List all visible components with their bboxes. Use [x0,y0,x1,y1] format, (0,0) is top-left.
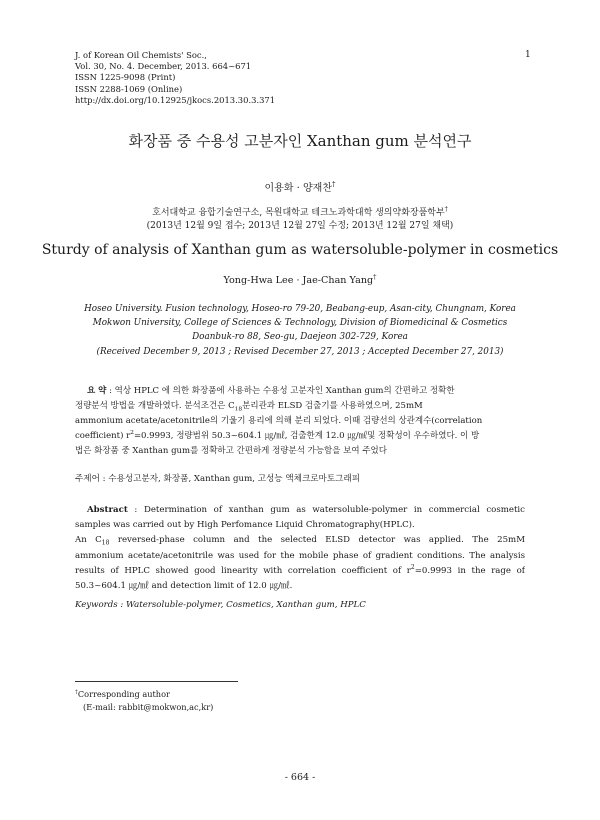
korean-keywords: 주제어 : 수용성고분자, 화장품, Xanthan gum, 고성능 액체크로마토그래피 [75,474,361,484]
english-abstract-text5b: =0.9993 in the rage of [414,565,525,576]
korean-abstract-line3: ammonium acetate/acetonitrile의 기울기 용리에 의해 분리 되었다. 이때 검량선의 상관계수(correlation [75,416,483,426]
journal-info [75,50,275,106]
english-abstract-text3a: An C [75,535,102,546]
korean-dates: (2013년 12월 9일 접수; 2013년 12월 27일 수정; 2013년 12월 27일 채택) [146,221,454,231]
english-abstract-text5a: results of HPLC showed good linearity with correlation coefficient of r [75,565,411,576]
english-title: Sturdy of analysis of Xanthan gum as watersoluble-polymer in cosmetics [41,242,559,258]
english-abstract [75,503,525,594]
journal-name: J. of Korean Oil Chemists' Soc., [75,50,207,60]
korean-affiliation-text: 호서대학교 융합기술연구소, 목원대학교 테크노과학대학 생의약화장품학부 [152,208,445,218]
footnote [75,688,213,713]
doi-link[interactable]: http://dx.doi.org/10.12925/jkocs.2013.30.3.371 [75,94,276,105]
korean-abstract-text2a: 정량분석 방법을 개발하였다. 분석조건은 C [75,401,235,411]
korean-abstract-line1 [75,384,525,399]
english-authors [0,272,600,286]
korean-abstract-text2b: 분리관과 ELSD 검출기를 사용하였으며, 25mM [242,401,423,411]
english-abstract-sub: 18 [101,540,110,548]
korean-affiliation-block [0,207,600,233]
korean-abstract-sub: 18 [234,405,243,413]
korean-abstract [75,384,525,459]
korean-author-mark: † [332,180,336,189]
english-abstract-line3 [75,533,525,548]
footnote-divider [75,681,238,682]
english-abstract-text3b: reversed-phase column and the selected ELSD detector was applied. The 25mM [109,535,525,546]
korean-affiliation-mark: † [444,206,448,213]
english-abstract-sup: 2 [410,563,415,571]
korean-abstract-label: 요 약 [87,386,107,396]
english-author-mark: † [373,272,377,281]
english-abstract-label: Abstract [87,505,128,515]
footnote-text1: Corresponding author [77,689,170,699]
korean-author-names: 이용화 · 양재찬 [264,183,332,194]
english-abstract-line5 [75,564,525,579]
korean-abstract-text1: : 역상 HPLC 에 의한 화장품에 사용하는 수용성 고분자인 Xanthan gum의 간편하고 정확한 [106,386,455,396]
korean-abstract-sup: 2 [130,429,134,437]
english-affil-line3: Doanbuk-ro 88, Seo-gu, Daejeon 302-729, Korea [192,332,408,343]
english-abstract-line1 [75,503,525,518]
korean-abstract-line5: 법은 화장품 중 Xanthan gum를 정확하고 간편하게 정량분석 가능함을 보여 주었다 [75,446,387,456]
english-abstract-line2: samples was carried out by High Perfomance Liquid Chromatography(HPLC). [75,520,415,531]
english-abstract-line6: 50.3~604.1 ㎍/㎖ and detection limit of 12.0 ㎍/㎖. [75,581,293,592]
english-abstract-text1: : Determination of xanthan gum as watersoluble-polymer in commercial cosmetic [127,505,525,515]
issn-print: ISSN 1225-9098 (Print) [75,72,176,83]
footnote-line2: (E-mail: rabbit@mokwon,ac,kr) [83,701,214,712]
english-keywords: Keywords : Watersoluble-polymer, Cosmetics, Xanthan gum, HPLC [75,600,366,610]
korean-title: 화장품 중 수용성 고분자인 Xanthan gum 분석연구 [128,132,472,150]
korean-affiliation [0,207,600,220]
english-author-names: Yong-Hwa Lee · Jae-Chan Yang [223,275,374,286]
english-affil-line2: Mokwon University, College of Sciences & Technology, Division of Biomedicinal & Cosmetics [92,318,508,329]
journal-volume: Vol. 30, No. 4. December, 2013. 664~671 [75,61,252,72]
english-dates: (Received December 9, 2013 ; Revised December 27, 2013 ; Accepted December 27, 2013) [96,346,504,357]
footnote-line1 [75,688,213,701]
issn-online: ISSN 2288-1069 (Online) [75,83,183,94]
top-page-mark: 1 [525,50,531,60]
korean-abstract-line2 [75,399,525,414]
page-number: - 664 - [284,772,316,783]
footnote-mark: † [75,689,78,696]
korean-abstract-text4b: =0.9993, 정량범위 50.3~604.1 ㎍/㎖, 검출한계 12.0 ㎍/㎖및 정확성이 우수하였다. 이 방 [133,431,480,441]
korean-authors [0,179,600,194]
korean-abstract-text4a: coefficient) r [75,431,131,441]
english-affil-line1: Hoseo University. Fusion technology, Hoseo-ro 79-20, Beabang-eup, Asan-city, Chungnam, Korea [84,304,516,314]
korean-abstract-line4 [75,429,525,444]
english-affiliation-block [0,302,600,359]
english-abstract-line4: ammonium acetate/acetonitrile was used for the mobile phase of gradient conditions. The analysis [75,550,525,561]
